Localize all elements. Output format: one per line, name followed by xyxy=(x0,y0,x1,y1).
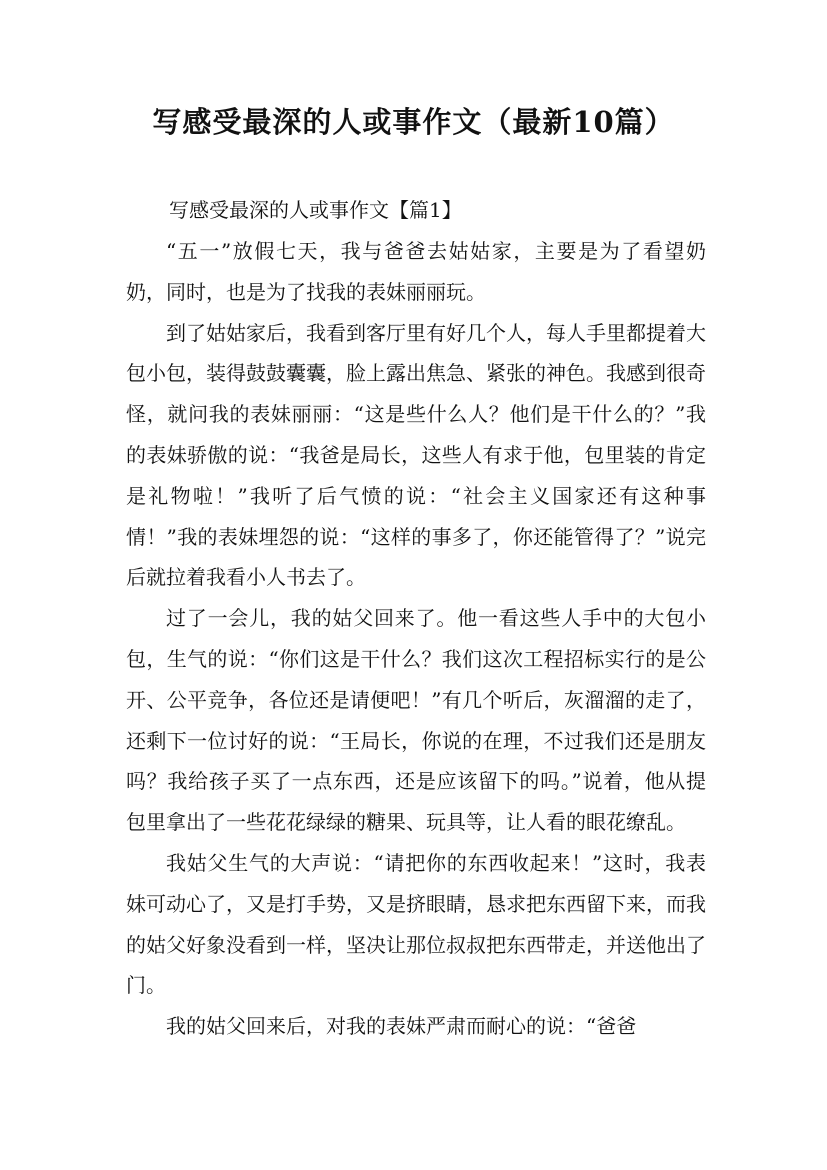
article-body xyxy=(126,231,706,1047)
document-title: 写感受最深的人或事作文（最新10篇） xyxy=(152,105,675,139)
paragraph: 我姑父生气的大声说：“请把你的东西收起来！”这时，我表妹可动心了，又是打手势，又是挤眼睛，恳求把东西留下来，而我的姑父好象没看到一样，坚决让那位叔叔把东西带走，并送他出了门。 xyxy=(126,850,706,998)
paragraph: 过了一会儿，我的姑父回来了。他一看这些人手中的大包小包，生气的说：“你们这是干什么？我们这次工程招标实行的是公开、公平竞争，各位还是请便吧！”有几个听后，灰溜溜的走了，还剩下一位讨好的说：“王局长，你说的在理，不过我们还是朋友吗？我给孩子买了一点东西，还是应该留下的吗。”说着，他从提包里拿出了一些花花绿绿的糖果、玩具等，让人看的眼花缭乱。 xyxy=(126,606,706,835)
paragraph: 我的姑父回来后，对我的表妹严肃而耐心的说：“爸爸 xyxy=(166,1014,637,1039)
section-heading: 写感受最深的人或事作文【篇1】 xyxy=(169,198,462,222)
paragraph: “五一”放假七天，我与爸爸去姑姑家，主要是为了看望奶奶，同时，也是为了找我的表妹丽丽玩。 xyxy=(126,239,706,304)
paragraph: 到了姑姑家后，我看到客厅里有好几个人，每人手里都提着大包小包，装得鼓鼓囊囊，脸上露出焦急、紧张的神色。我感到很奇怪，就问我的表妹丽丽：“这是些什么人？他们是干什么的？”我的表妹骄傲的说：“我爸是局长，这些人有求于他，包里装的肯定是礼物啦！”我听了后气愤的说：“社会主义国家还有这种事情！”我的表妹埋怨的说：“这样的事多了，你还能管得了？”说完后就拉着我看小人书去了。 xyxy=(126,320,706,590)
